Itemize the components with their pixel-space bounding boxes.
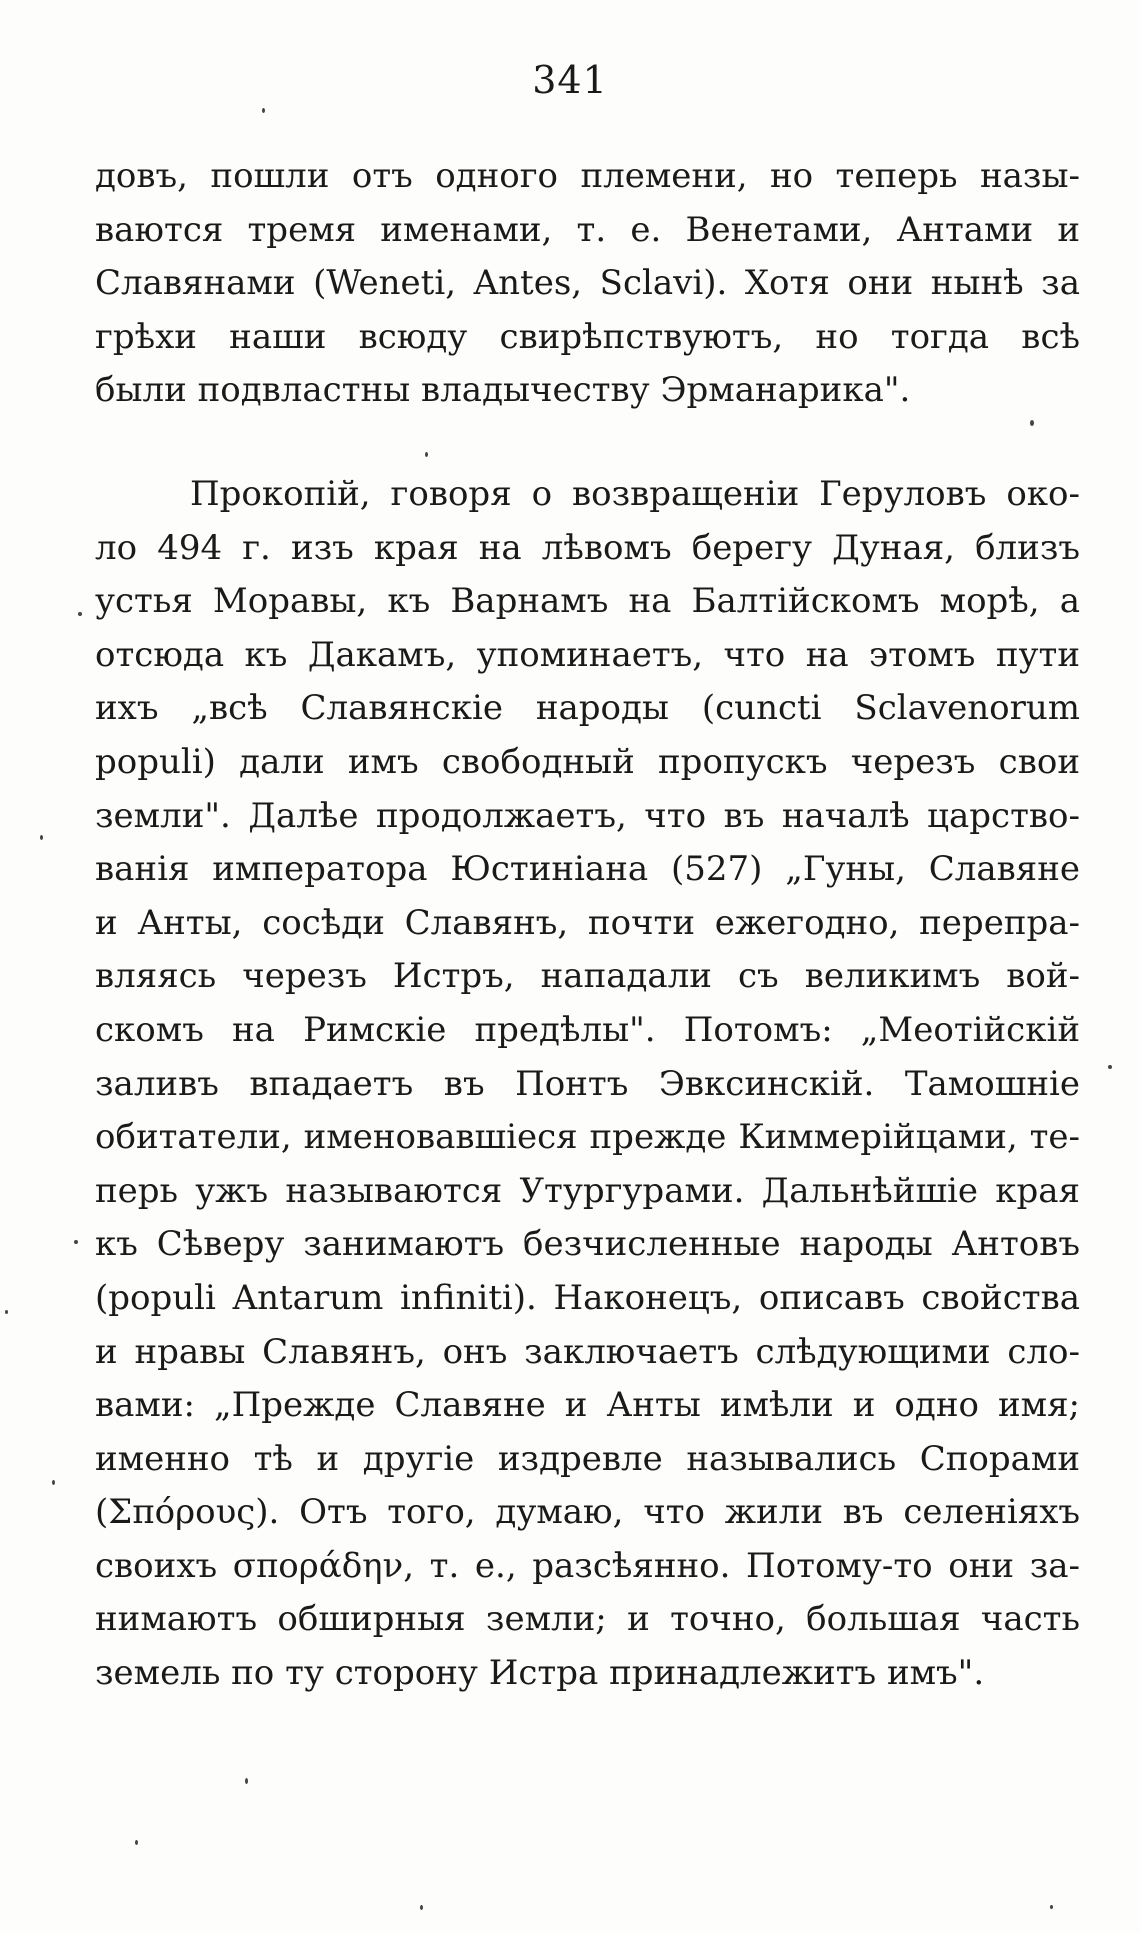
page-number: 341 <box>532 58 608 102</box>
print-speck <box>1108 1065 1112 1069</box>
print-speck <box>40 835 43 840</box>
text-line: скомъ на Римскіе предѣлы". Потомъ: „Меотійскій <box>95 1009 1080 1050</box>
text-line: грѣхи наши всюду свирѣпствуютъ, но тогда всѣ <box>95 316 1080 357</box>
text-line: отсюда къ Дакамъ, упоминаетъ, что на этомъ пути <box>95 634 1080 675</box>
print-speck <box>1050 1905 1053 1909</box>
text-line: ихъ „всѣ Славянскіе народы (cuncti Sclavenorum <box>95 688 1080 729</box>
text-line: и нравы Славянъ, онъ заключаетъ слѣдующими сло- <box>95 1331 1080 1372</box>
text-line: именно тѣ и другіе издревле назывались Спорами <box>95 1438 1080 1479</box>
print-speck <box>135 1840 138 1845</box>
print-speck <box>52 1480 55 1485</box>
print-speck <box>1030 420 1034 426</box>
text-line: Славянами (Weneti, Antes, Sclavi). Хотя они нынѣ за <box>95 263 1080 304</box>
text-line: populi) дали имъ свободный пропускъ черезъ свои <box>95 741 1080 782</box>
text-line: (Σπόρους). Отъ того, думаю, что жили въ селеніяхъ <box>95 1492 1080 1533</box>
print-speck <box>74 1240 78 1244</box>
text-line: довъ, пошли отъ одного племени, но теперь назы- <box>95 156 1080 196</box>
text-line: заливъ впадаетъ въ Понтъ Эвксинскій. Тамошніе <box>95 1063 1080 1104</box>
text-line: вами: „Прежде Славяне и Анты имѣли и одно имя; <box>95 1385 1080 1426</box>
text-line: были подвластны владычеству Эрманарика". <box>95 370 911 411</box>
print-speck <box>262 108 265 113</box>
text-line: земли". Далѣе продолжаетъ, что въ началѣ царство- <box>95 795 1080 836</box>
text-line: своихъ σποράδην, т. е., разсѣянно. Потому-то они за- <box>95 1545 1080 1586</box>
text-line: (populi Antarum infiniti). Наконецъ, описавъ свойства <box>95 1277 1080 1318</box>
text-line: устья Моравы, къ Варнамъ на Балтійскомъ морѣ, а <box>95 581 1080 622</box>
print-speck <box>245 1778 248 1784</box>
text-line: перь ужъ называются Утургурами. Дальнѣйшіе края <box>95 1170 1080 1211</box>
text-line: ло 494 г. изъ края на лѣвомъ берегу Дуная, близъ <box>95 527 1080 568</box>
print-speck <box>420 1905 423 1910</box>
print-speck <box>425 452 428 457</box>
text-line: нимаютъ обширныя земли; и точно, большая часть <box>95 1599 1080 1640</box>
text-line: вляясь черезъ Истръ, нападали съ великимъ вой- <box>95 956 1080 997</box>
text-line: къ Сѣверу занимаютъ безчисленные народы Антовъ <box>95 1224 1080 1265</box>
text-line: и Анты, сосѣди Славянъ, почти ежегодно, перепра- <box>95 902 1080 943</box>
text-line: обитатели, именовавшіеся прежде Киммерійцами, те- <box>95 1117 1080 1158</box>
text-line: ваются тремя именами, т. е. Венетами, Антами и <box>95 209 1080 250</box>
paragraph-2 <box>95 468 1080 1701</box>
print-speck <box>5 1310 8 1314</box>
paragraph-1 <box>95 150 1080 418</box>
text-line: ванія императора Юстиніана (527) „Гуны, Славяне <box>95 849 1080 890</box>
text-line: Прокопій, говоря о возвращеніи Геруловъ око- <box>190 474 1080 514</box>
print-speck <box>78 612 82 616</box>
text-line: земель по ту сторону Истра принадлежитъ имъ". <box>95 1653 985 1694</box>
